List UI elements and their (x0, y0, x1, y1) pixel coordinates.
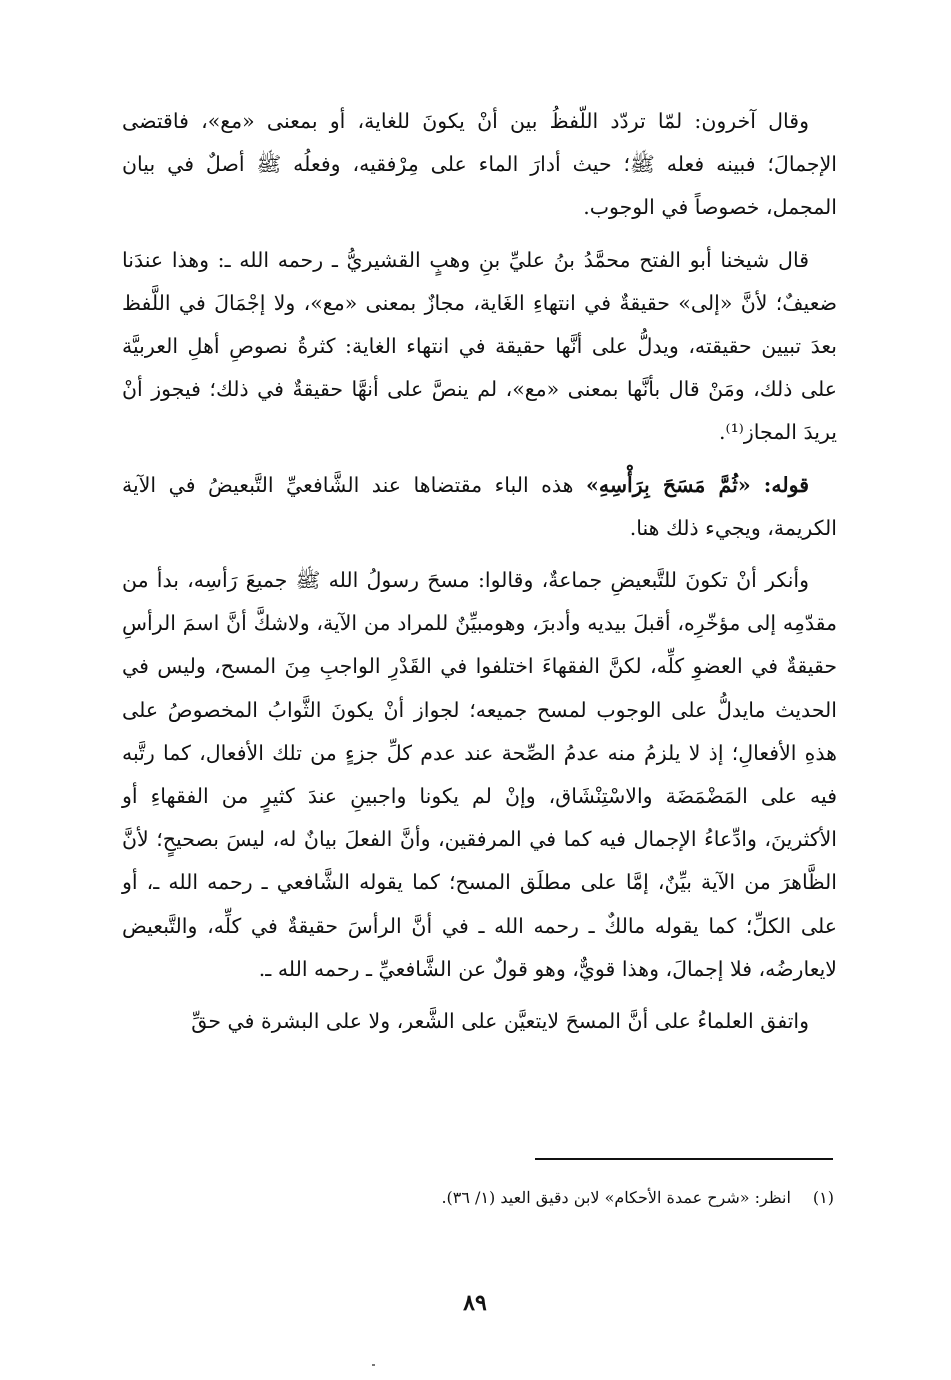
paragraph-4 (122, 559, 837, 991)
paragraph-5 (122, 1000, 837, 1043)
paragraph-3 (122, 464, 837, 550)
footnote (122, 1184, 834, 1212)
paragraph-1 (122, 100, 837, 230)
footnote-separator (535, 1158, 833, 1160)
paragraph-5-text: واتفق العلماءُ على أنَّ المسحَ لايتعيَّن على الشَّعر، ولا على البشرة في حقِّ (191, 1009, 809, 1034)
page-number: ٨٩ (463, 1290, 487, 1316)
paragraph-1-text: وقال آخرون: لمّا تردّد اللّفظُ بين أنْ يكونَ للغاية، أو بمعنى «مع»، فاقتضى الإجمالَ؛ فبينه فعله ﷺ؛ حيث أدارَ الماء على مِرْفقيه، وفعلُه ﷺ أصلٌ في بيان المجمل، خصوصاً في الوجوب. (122, 109, 837, 220)
paragraph-4-text: وأنكر أنْ تكونَ للتَّبعيضِ جماعةٌ، وقالوا: مسحَ رسولُ الله ﷺ جميعَ رَأسِه، بدأ من مقدّمِه إلى مؤخّرِه، أقبلَ بيديه وأدبرَ، وهومبيِّنٌ للمراد من الآية، ولاشكَّ أنَّ اسمَ الرأسِ حقيقةٌ في العضوِ كلِّه، لكنَّ الفقهاءَ اختلفوا في القَدْرِ الواجبِ مِنَ المسح، وليس في الحديث مايدلُّ على الوجوب لمسح جميعه؛ لجواز أنْ يكونَ الثَّوابُ المخصوصُ على هذهِ الأفعالِ؛ إذ لا يلزمُ منه عدمُ الصِّحة عند عدم كلِّ جزءٍ من تلك الأفعال، كما رتَّبه فيه على المَضْمَضَة والاسْتِنْشَاق، وإنْ لم يكونا واجبينِ عندَ كثيرٍ من الفقهاءِ أو الأكثرينَ، وادِّعاءُ الإجمال فيه كما في المرفقين، وأنَّ الفعلَ بيانٌ له، ليسَ بصحيحٍ؛ لأنَّ الظَّاهرَ من الآية بيِّنٌ، إمَّا على مطلَق المسح؛ كما يقوله الشَّافعي ـ رحمه الله ـ، أو على الكلِّ؛ كما يقوله مالكٌ ـ رحمه الله ـ في أنَّ الرأسَ حقيقةٌ في كلِّه، والتَّبعيض لايعارضُه، فلا إجمالَ، وهذا قويٌّ، وهو قولٌ عن الشَّافعيِّ ـ رحمه الله ـ. (122, 568, 837, 981)
footnote-text: انظر: «شرح عمدة الأحكام» لابن دقيق العيد (١/ ٣٦). (441, 1188, 791, 1207)
paragraph-3-text: هذه الباء مقتضاها عند الشَّافعيِّ التَّبعيضُ في الآية الكريمة، ويجيء ذلك هنا. (122, 472, 837, 540)
scan-speck (372, 1364, 375, 1366)
paragraph-3-lead: قوله: «ثُمَّ مَسَحَ بِرَأْسِهِ» (586, 472, 809, 497)
paragraph-2 (122, 239, 837, 455)
main-text (122, 100, 837, 1052)
paragraph-2-text: قال شيخنا أبو الفتح محمَّدُ بنُ عليِّ بنِ وهبٍ القشيريُّ ـ رحمه الله ـ: وهذا عندَنا ضعيفٌ؛ لأنَّ «إلى» حقيقةٌ في انتهاءِ الغَاية، مجازٌ بمعنى «مع»، ولا إجْمَالَ في اللَّفظ بعدَ تبيين حقيقته، ويدلُّ على أنَّها حقيقة في انتهاء الغاية: كثرةُ نصوصِ أهلِ العربيَّة على ذلك، ومَنْ قال بأنَّها بمعنى «مع»، لم ينصَّ على أنهَّا حقيقةٌ في ذلك؛ فيجوز أنْ يريدَ المجاز⁽¹⁾. (122, 247, 837, 445)
footnote-number: (١) (812, 1188, 834, 1207)
